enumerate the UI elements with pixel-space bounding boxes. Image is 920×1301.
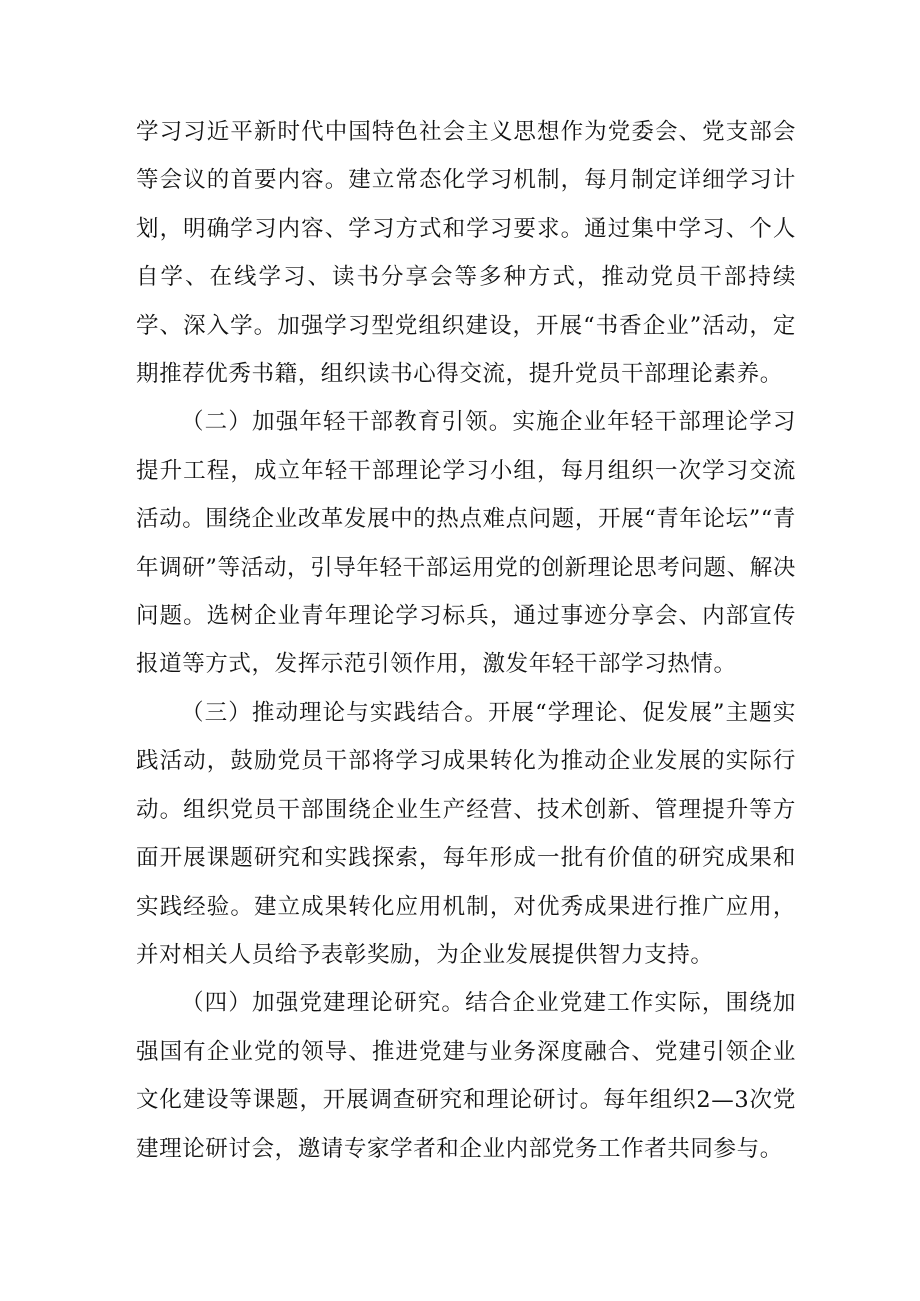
paragraph-continuation: 学习习近平新时代中国特色社会主义思想作为党委会、党支部会等会议的首要内容。建立常态化学习机制，每月制定详细学习计划，明确学习内容、学习方式和学习要求。通过集中学习、个人自学、在线学习、读书分享会等多种方式，推动党员干部持续学、深入学。加强学习型党组织建设，开展“书香企业”活动，定期推荐优秀书籍，组织读书心得交流，提升党员干部理论素养。: [136, 119, 796, 388]
paragraph-section-4: （四）加强党建理论研究。结合企业党建工作实际，围绕加强国有企业党的领导、推进党建与业务深度融合、党建引领企业文化建设等课题，开展调查研究和理论研讨。每年组织2—3次党建理论研讨会，邀请专家学者和企业内部党务工作者共同参与。: [136, 990, 796, 1162]
document-body: [136, 108, 796, 1173]
paragraph-section-2: （二）加强年轻干部教育引领。实施企业年轻干部理论学习提升工程，成立年轻干部理论学习小组，每月组织一次学习交流活动。围绕企业改革发展中的热点难点问题，开展“青年论坛”“青年调研”等活动，引导年轻干部运用党的创新理论思考问题、解决问题。选树企业青年理论学习标兵，通过事迹分享会、内部宣传报道等方式，发挥示范引领作用，激发年轻干部学习热情。: [136, 409, 797, 678]
paragraph-section-3: （三）推动理论与实践结合。开展“学理论、促发展”主题实践活动，鼓励党员干部将学习成果转化为推动企业发展的实际行动。组织党员干部围绕企业生产经营、技术创新、管理提升等方面开展课题研究和实践探索，每年形成一批有价值的研究成果和实践经验。建立成果转化应用机制，对优秀成果进行推广应用，并对相关人员给予表彰奖励，为企业发展提供智力支持。: [136, 699, 796, 968]
